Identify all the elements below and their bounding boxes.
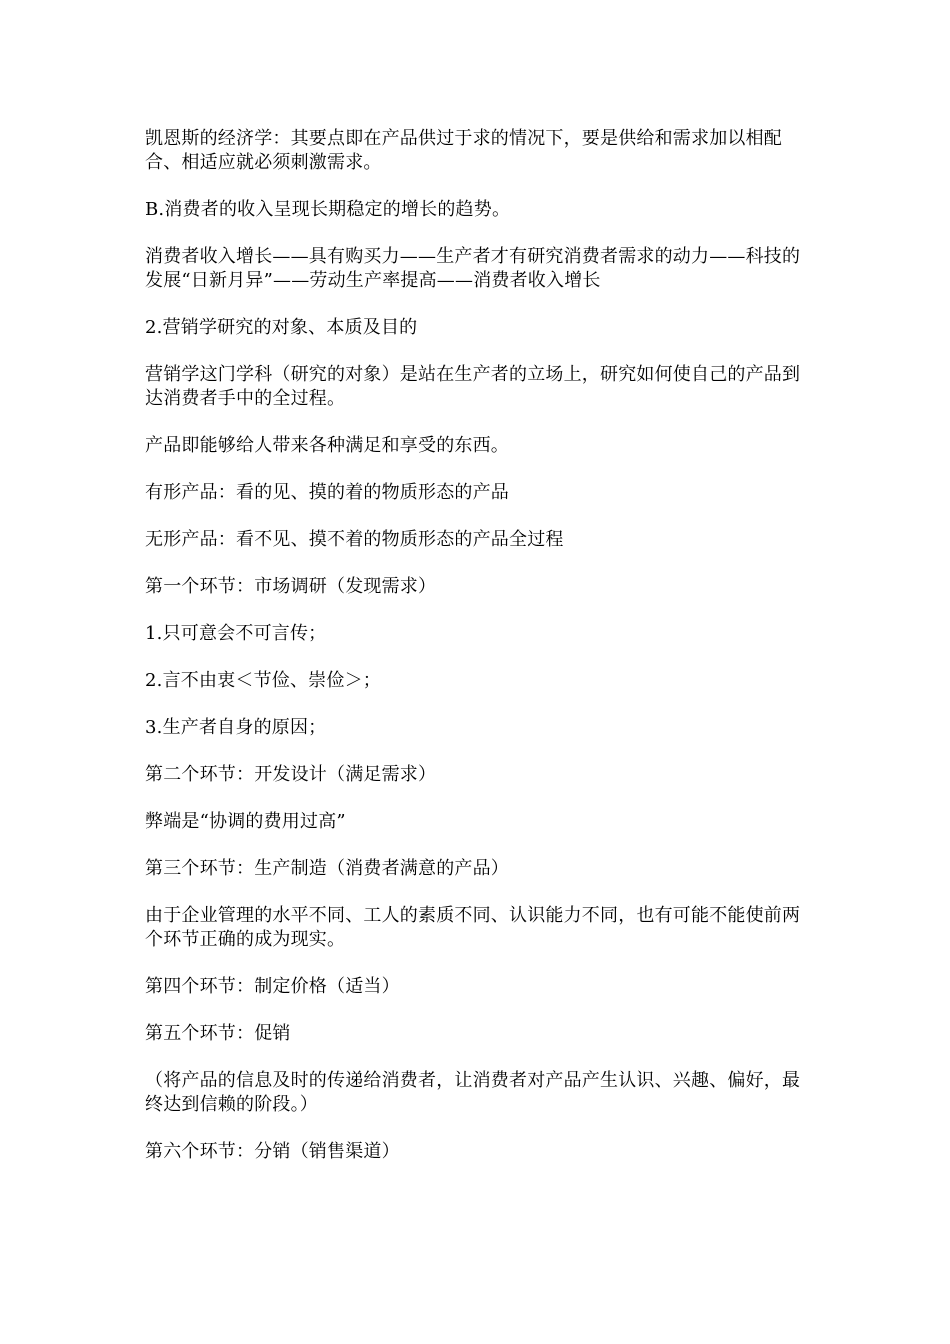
stage-heading-1: 第一个环节：市场调研（发现需求） xyxy=(145,576,437,597)
list-item-3: 3.生产者自身的原因； xyxy=(145,717,327,738)
paragraph-income-trend: B.消费者的收入呈现长期稳定的增长的趋势。 xyxy=(145,199,511,220)
paragraph-keynes: 凯恩斯的经济学：其要点即在产品供过于求的情况下，要是供给和需求加以相配合、相适应就必须刺激需求。 xyxy=(145,128,782,173)
paragraph-product-definition: 产品即能够给人带来各种满足和享受的东西。 xyxy=(145,435,509,456)
stage-heading-5: 第五个环节：促销 xyxy=(145,1023,291,1044)
paragraph-management: 由于企业管理的水平不同、工人的素质不同、认识能力不同，也有可能不能使前两个环节正确的成为现实。 xyxy=(145,905,801,950)
paragraph-tangible-product: 有形产品：看的见、摸的着的物质形态的产品 xyxy=(145,482,509,503)
stage-heading-4: 第四个环节：制定价格（适当） xyxy=(145,976,400,997)
paragraph-promotion: （将产品的信息及时的传递给消费者，让消费者对产品产生认识、兴趣、偏好，最终达到信赖的阶段。） xyxy=(145,1070,801,1115)
paragraph-income-cycle: 消费者收入增长——具有购买力——生产者才有研究消费者需求的动力——科技的发展“日新月异”——劳动生产率提高——消费者收入增长 xyxy=(145,246,801,291)
stage-heading-6: 第六个环节：分销（销售渠道） xyxy=(145,1141,400,1162)
list-item-2: 2.言不由衷＜节俭、崇俭＞； xyxy=(145,670,381,691)
stage-heading-3: 第三个环节：生产制造（消费者满意的产品） xyxy=(145,858,509,879)
stage-heading-2: 第二个环节：开发设计（满足需求） xyxy=(145,764,437,785)
paragraph-marketing-definition: 营销学这门学科（研究的对象）是站在生产者的立场上，研究如何使自己的产品到达消费者手中的全过程。 xyxy=(145,364,801,409)
paragraph-drawback: 弊端是“协调的费用过高” xyxy=(145,811,346,832)
section-heading-marketing-object: 2.营销学研究的对象、本质及目的 xyxy=(145,317,418,338)
paragraph-intangible-product: 无形产品：看不见、摸不着的物质形态的产品全过程 xyxy=(145,529,564,550)
document-body xyxy=(145,127,815,1187)
list-item-1: 1.只可意会不可言传； xyxy=(145,623,327,644)
